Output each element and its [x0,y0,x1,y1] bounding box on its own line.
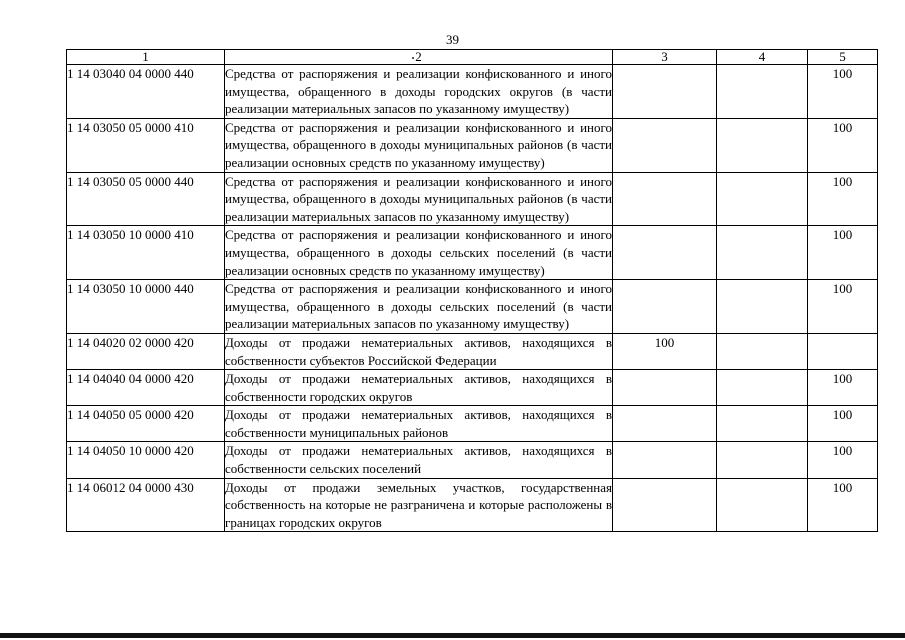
revenue-description-cell: Доходы от продажи нематериальных активов, находящихся в собственности сельских поселений [225,442,613,478]
column-4-value-cell [717,406,808,442]
table-row [67,65,878,119]
column-5-value-cell: 100 [808,118,878,172]
column-4-value-cell [717,333,808,369]
table-row [67,280,878,334]
column-header-5: 5 [808,50,878,65]
column-5-value-cell: 100 [808,442,878,478]
revenue-code-cell: 1 14 04040 04 0000 420 [67,370,225,406]
column-3-value-cell [613,280,717,334]
table-row [67,118,878,172]
column-header-4: 4 [717,50,808,65]
revenue-code-cell: 1 14 03050 05 0000 440 [67,172,225,226]
column-5-value-cell: 100 [808,406,878,442]
column-4-value-cell [717,172,808,226]
revenue-code-cell: 1 14 03050 10 0000 440 [67,280,225,334]
table-body [67,65,878,532]
column-4-value-cell [717,280,808,334]
scan-speck [412,57,414,59]
column-header-3: 3 [613,50,717,65]
column-3-value-cell [613,172,717,226]
table-row [67,226,878,280]
revenue-code-cell: 1 14 04050 10 0000 420 [67,442,225,478]
column-4-value-cell [717,370,808,406]
revenue-description-cell: Средства от распоряжения и реализации конфискованного и иного имущества, обращенного в доходы сельских поселений (в части реализации основных средств по указанному имуществу) [225,226,613,280]
column-4-value-cell [717,118,808,172]
table-row [67,370,878,406]
column-3-value-cell [613,478,717,532]
column-header-1: 1 [67,50,225,65]
column-3-value-cell [613,65,717,119]
revenue-description-cell: Средства от распоряжения и реализации конфискованного и иного имущества, обращенного в доходы городских округов (в части реализации материальных запасов по указанному имуществу) [225,65,613,119]
column-3-value-cell [613,442,717,478]
column-3-value-cell [613,406,717,442]
revenue-description-cell: Доходы от продажи нематериальных активов, находящихся в собственности муниципальных районов [225,406,613,442]
revenue-code-cell: 1 14 03040 04 0000 440 [67,65,225,119]
revenue-description-cell: Доходы от продажи нематериальных активов, находящихся в собственности субъектов Российской Федерации [225,333,613,369]
table-row [67,406,878,442]
column-3-value-cell [613,118,717,172]
revenue-code-cell: 1 14 04050 05 0000 420 [67,406,225,442]
column-5-value-cell [808,333,878,369]
revenue-description-cell: Средства от распоряжения и реализации конфискованного и иного имущества, обращенного в доходы муниципальных районов (в части реализации основных средств по указанному имуществу) [225,118,613,172]
column-3-value-cell [613,226,717,280]
revenue-code-cell: 1 14 06012 04 0000 430 [67,478,225,532]
column-4-value-cell [717,65,808,119]
revenue-description-cell: Доходы от продажи нематериальных активов, находящихся в собственности городских округов [225,370,613,406]
revenue-code-cell: 1 14 03050 05 0000 410 [67,118,225,172]
revenue-code-cell: 1 14 03050 10 0000 410 [67,226,225,280]
column-header-2: 2 [225,50,613,65]
column-5-value-cell: 100 [808,280,878,334]
scan-bottom-edge [0,633,905,638]
column-5-value-cell: 100 [808,172,878,226]
page-number: 39 [446,32,459,47]
revenue-code-cell: 1 14 04020 02 0000 420 [67,333,225,369]
table-row [67,442,878,478]
column-4-value-cell [717,442,808,478]
revenue-description-cell: Средства от распоряжения и реализации конфискованного и иного имущества, обращенного в доходы сельских поселений (в части реализации материальных запасов по указанному имуществу) [225,280,613,334]
column-5-value-cell: 100 [808,478,878,532]
column-3-value-cell: 100 [613,333,717,369]
table-row [67,478,878,532]
column-5-value-cell: 100 [808,65,878,119]
column-5-value-cell: 100 [808,370,878,406]
revenue-table [66,49,878,532]
revenue-description-cell: Доходы от продажи земельных участков, государственная собственность на которые не разграничена и которые расположены в границах городских округов [225,478,613,532]
table-row [67,172,878,226]
column-4-value-cell [717,478,808,532]
revenue-description-cell: Средства от распоряжения и реализации конфискованного и иного имущества, обращенного в доходы муниципальных районов (в части реализации материальных запасов по указанному имуществу) [225,172,613,226]
column-5-value-cell: 100 [808,226,878,280]
column-4-value-cell [717,226,808,280]
column-3-value-cell [613,370,717,406]
table-row [67,333,878,369]
table-header-row [67,50,878,65]
